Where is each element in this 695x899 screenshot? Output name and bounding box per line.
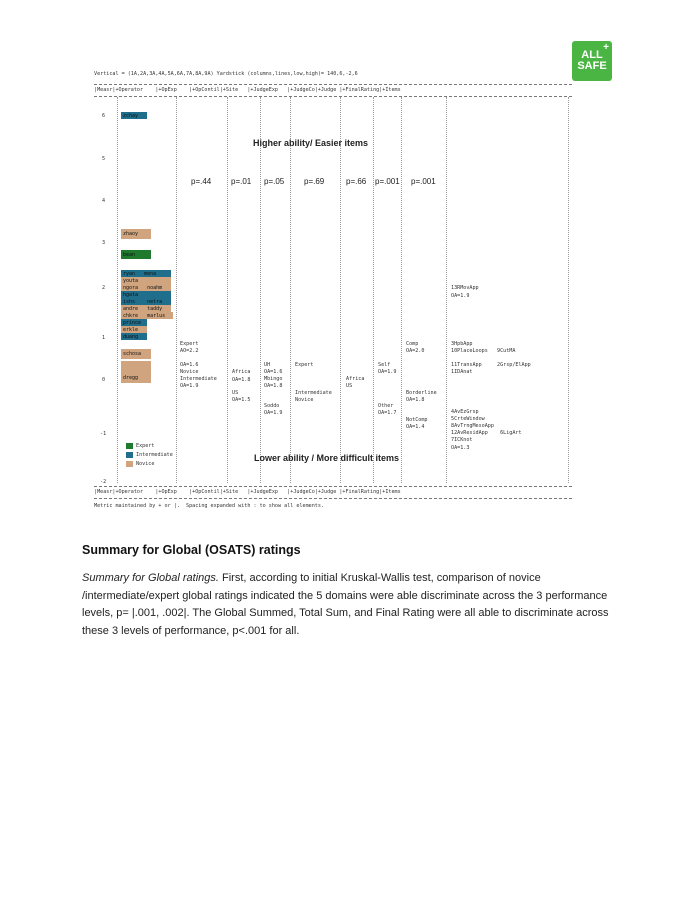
opcontinent-value: OA=1.8 [232,377,251,383]
legend-label-expert: Expert [136,443,155,449]
operator-label: schosa [123,351,142,357]
item-label: 8AvTrngMesoApp [451,423,494,429]
paragraph-body: First, according to initial Kruskal-Wallis test, comparison of novice /intermediate/expert global ratings indicated the 5 domains were able discriminate across the 3 performance levels, p= |.001, .002|. The Global Summed, Total Sum, and Final Rating were all able to discriminate across these 3 levels of performance, p<.001 for all. [82,572,609,637]
callout-higher: Higher ability/ Easier items [253,138,369,148]
measure-6: 6 [102,113,106,119]
judgeco-value: US [346,383,353,389]
opexp-value: OA=1.9 [180,383,199,389]
site-value: OA=1.9 [264,410,283,416]
operator-label: dregg [123,375,139,381]
wright-header-line: Vertical = (1A,2A,3A,4A,5A,6A,7A,8A,9A) Yardstick (columns,lines,low,high)= 140,6,-2,6 [94,71,358,77]
item-label: 3HpbApp [451,341,473,347]
p-value-opexp: p=.44 [191,177,212,186]
divider-operator [176,97,177,483]
logo-line2: SAFE [577,60,607,72]
divider-items [568,97,569,483]
item-value: OA=1.3 [451,445,470,451]
section-heading: Summary for Global (OSATS) ratings [82,543,301,557]
footer-headers: |Measr|+Operator |+OpExp |+OpContil|+Site |+JudgeExp |+JudgeCo|+Judge |+FinalRating|+Items [94,489,401,495]
finalrating-value: OA=2.0 [406,348,425,354]
item-label: 11TransApp 2Grsp/ElApp [451,362,531,368]
operator-label: erkle [123,327,139,333]
opcontinent-value: OA=1.5 [232,397,251,403]
operator-label: zchay [123,113,139,119]
measure-3: 3 [102,240,106,246]
item-label: 13RMovApp [451,285,479,291]
p-value-judgeexp: p=.69 [304,177,325,186]
divider-site [290,97,291,483]
divider-opexp [227,97,228,483]
measure-4: 4 [102,198,106,204]
measure-2: 2 [102,285,106,291]
p-value-judgeco: p=.66 [346,177,367,186]
operator-label: andre taddy [123,306,163,312]
p-value-opcontinent: p=.01 [231,177,252,186]
p-value-judge: p=.001 [375,177,400,186]
site-label: Mbingo [264,376,283,382]
operator-label: hgata [123,292,139,298]
judge-value: OA=1.7 [378,410,397,416]
column-headers: |Measr|+Operator |+OpExp |+OpContil|+Site |+JudgeExp |+JudgeCo|+Judge |+FinalRating|+Items [94,87,401,93]
operator-label: ishs netra [123,299,163,305]
item-value: 12AvResidApp 6LigArt [451,430,522,436]
logo-plus: + [603,42,609,53]
opexp-value: Novice [180,369,199,375]
item-value: 10PlaceLoops 9CutMA [451,348,516,354]
paragraph-lead: Summary for Global ratings. [82,572,219,584]
finalrating-value: OA=1.8 [406,397,425,403]
legend-label-novice: Novice [136,461,155,467]
divider-judgeco [373,97,374,483]
divider-finalrating [446,97,447,483]
operator-label: ryan mena [123,271,157,277]
item-label: 7ICKnot [451,437,473,443]
callout-lower: Lower ability / More difficult items [254,453,400,463]
footer-note: Metric maintained by + or |. Spacing expanded with : to show all elements. [94,503,325,509]
finalrating-label: Borderline [406,390,437,396]
judgeexp-value: Novice [295,397,314,403]
site-value: OA=1.6 [264,369,283,375]
divider-opcontinent [260,97,261,483]
legend-swatch-novice [126,461,133,467]
footer-rule-bottom [94,498,572,499]
item-value: 5CrteWindow [451,416,485,422]
divider-judge [401,97,402,483]
wright-map-figure [90,65,570,520]
top-rule [94,84,572,85]
opcontinent-label: US [232,390,239,396]
header-rule [94,96,572,97]
opcontinent-label: Africa [232,369,251,375]
p-value-site: p=.05 [264,177,285,186]
measure-0: 0 [102,377,106,383]
item-value: OA=1.9 [451,293,470,299]
measure-1: 1 [102,335,106,341]
divider-measr [117,97,118,483]
p-value-finalrating: p=.001 [411,177,436,186]
operator-label: prince [123,320,142,326]
legend-swatch-intermediate [126,452,133,458]
operator-label: duang [123,334,139,340]
judge-label: Self [378,362,391,368]
judgeco-label: Africa [346,376,365,382]
section-paragraph [82,570,612,640]
finalrating-value: OA=1.4 [406,424,425,430]
measure-minus-2: -2 [100,479,107,485]
measure-5: 5 [102,156,106,162]
site-value: OA=1.8 [264,383,283,389]
divider-judgeexp [340,97,341,483]
operator-label: zhaoy [123,231,139,237]
operator-label: ngora noahm [123,285,163,291]
operator-label: bean [123,252,136,258]
operator-label: chkre marlus [123,313,166,319]
finalrating-label: NotComp [406,417,428,423]
allsafe-logo [572,41,612,81]
site-label: Soddo [264,403,280,409]
opexp-value: AO=2.2 [180,348,199,354]
legend-label-intermediate: Intermediate [136,452,173,458]
logo-line1: ALL [581,49,603,61]
site-label: UH [264,362,271,368]
judge-label: Other [378,403,394,409]
finalrating-label: Comp [406,341,419,347]
judgeexp-label: Intermediate [295,390,332,396]
opexp-label: Intermediate [180,376,217,382]
opexp-label: OA=1.6 [180,362,199,368]
legend-swatch-expert [126,443,133,449]
item-value: 1IDAnat [451,369,473,375]
footer-rule-top [94,486,572,487]
measure-minus-1: -1 [100,431,107,437]
operator-label: youta [123,278,139,284]
item-label: 4AvEzGrsp [451,409,479,415]
opexp-label: Expert [180,341,199,347]
judgeexp-label: Expert [295,362,314,368]
judge-value: OA=1.9 [378,369,397,375]
